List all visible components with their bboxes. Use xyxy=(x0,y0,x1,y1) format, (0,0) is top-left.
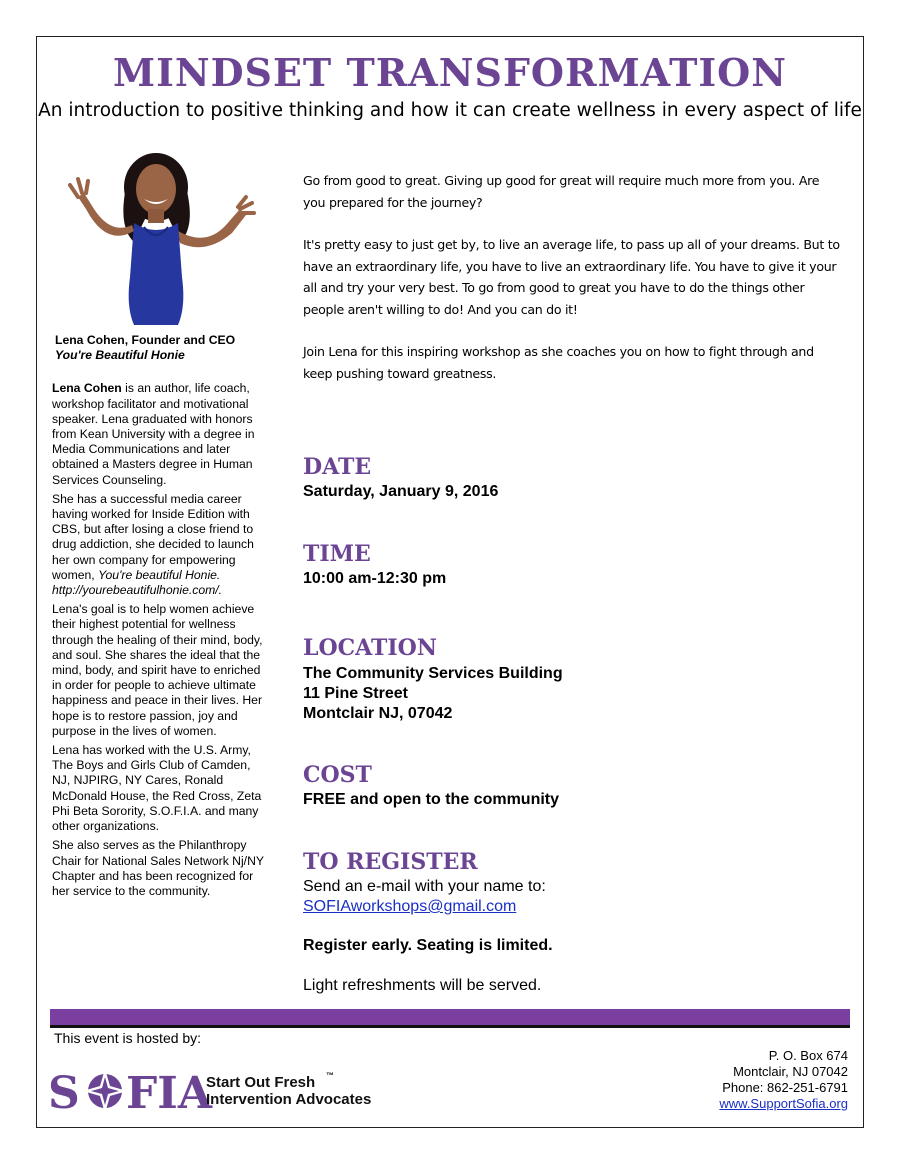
intro-paragraph-1: Go from good to great. Giving up good for great will require much more from you. Are you prepared for the journey? xyxy=(303,173,820,210)
bio-paragraph-5: She also serves as the Philanthropy Chair for National Sales Network Nj/NY Chapter and has been recognized for her service to the community. xyxy=(52,838,264,898)
bio-name: Lena Cohen xyxy=(52,381,122,396)
logo-trademark: ™ xyxy=(326,1071,334,1080)
page-subtitle: An introduction to positive thinking and how it can create wellness in every aspect of life xyxy=(38,100,862,121)
intro-text xyxy=(303,170,843,405)
logo-tagline-2: Intervention Advocates xyxy=(206,1091,372,1108)
website-link[interactable]: www.SupportSofia.org xyxy=(719,1096,848,1111)
location-line-2: 11 Pine Street xyxy=(303,685,408,702)
po-box: P. O. Box 674 xyxy=(768,1048,848,1063)
time-value: 10:00 am-12:30 pm xyxy=(303,570,447,587)
logo-tagline-1: Start Out Fresh xyxy=(206,1074,316,1091)
contact-block xyxy=(719,1048,848,1112)
intro-paragraph-3: Join Lena for this inspiring workshop as she coaches you on how to fight through and keep pushing toward greatness. xyxy=(303,344,814,381)
logo-letters-fia: FIA xyxy=(126,1068,212,1119)
time-heading: TIME xyxy=(303,541,371,567)
cost-value: FREE and open to the community xyxy=(303,791,560,808)
compass-star-icon xyxy=(83,1069,127,1113)
city: Montclair, NJ 07042 xyxy=(733,1064,848,1079)
location-heading: LOCATION xyxy=(303,635,437,661)
cost-heading: COST xyxy=(303,762,372,788)
bio-company: You're beautiful Honie. xyxy=(98,567,221,582)
intro-paragraph-2: It's pretty easy to just get by, to live an average life, to pass up all of your dreams. But to have an extraordinary life, you have to live an extraordinary life. You have to give it your all and try your very best. To go from good to great you have to do the things other people aren't willing to do! And you can do it! xyxy=(303,237,840,317)
bio-paragraph-2: She has a successful media career having worked for Inside Edition with CBS, but after losing a close friend to drug addiction, she decided to launch her own company for empowering women, You're beautiful Honie. http://yourebeautifulhonie.com/. xyxy=(52,491,254,598)
bio-paragraph-3: Lena's goal is to help women achieve their highest potential for wellness through the healing of their mind, body, and soul. She shares the ideal that the mind, body, and spirit have to enriched in order for people to achieve ultimate happiness and peace in their lives. Her hope is to restore passion, joy and purpose in the lives of women. xyxy=(52,602,263,738)
phone: Phone: 862-251-6791 xyxy=(722,1080,848,1095)
date-value: Saturday, January 9, 2016 xyxy=(303,483,499,500)
register-heading: TO REGISTER xyxy=(303,849,478,875)
location-line-1: The Community Services Building xyxy=(303,665,563,682)
sofia-logo xyxy=(48,1060,378,1120)
speaker-bio-column xyxy=(52,333,270,903)
speaker-photo xyxy=(56,147,256,325)
hosted-by-label: This event is hosted by: xyxy=(54,1030,202,1046)
register-text: Send an e-mail with your name to: xyxy=(303,878,546,895)
page-title: MINDSET TRANSFORMATION xyxy=(113,50,787,95)
footer-bar-purple xyxy=(50,1009,850,1025)
date-heading: DATE xyxy=(303,454,372,480)
register-email-link[interactable]: SOFIAworkshops@gmail.com xyxy=(303,898,517,915)
logo-letter-s: S xyxy=(48,1068,80,1119)
location-line-3: Montclair NJ, 07042 xyxy=(303,705,453,722)
bio-paragraph-4: Lena has worked with the U.S. Army, The Boys and Girls Club of Camden, NJ, NJPIRG, NY Cares, Ronald McDonald House, the Red Cross, Zeta Phi Beta Sorority, S.O.F.I.A. and many other organizations. xyxy=(52,743,262,834)
speaker-caption-org: You're Beautiful Honie xyxy=(55,348,185,363)
bio-url: http://yourebeautifulhonie.com/. xyxy=(52,583,223,598)
footer-bar-black xyxy=(50,1025,850,1028)
register-note: Register early. Seating is limited. xyxy=(303,937,553,954)
bio-paragraph-1: Lena Cohen is an author, life coach, workshop facilitator and motivational speaker. Lena graduated with honors from Kean University with a degree in Media Communications and later obtained a Masters degree in Human Services Counseling. xyxy=(52,381,255,487)
speaker-caption-name: Lena Cohen, Founder and CEO xyxy=(55,333,236,347)
refreshments-note: Light refreshments will be served. xyxy=(303,977,542,994)
